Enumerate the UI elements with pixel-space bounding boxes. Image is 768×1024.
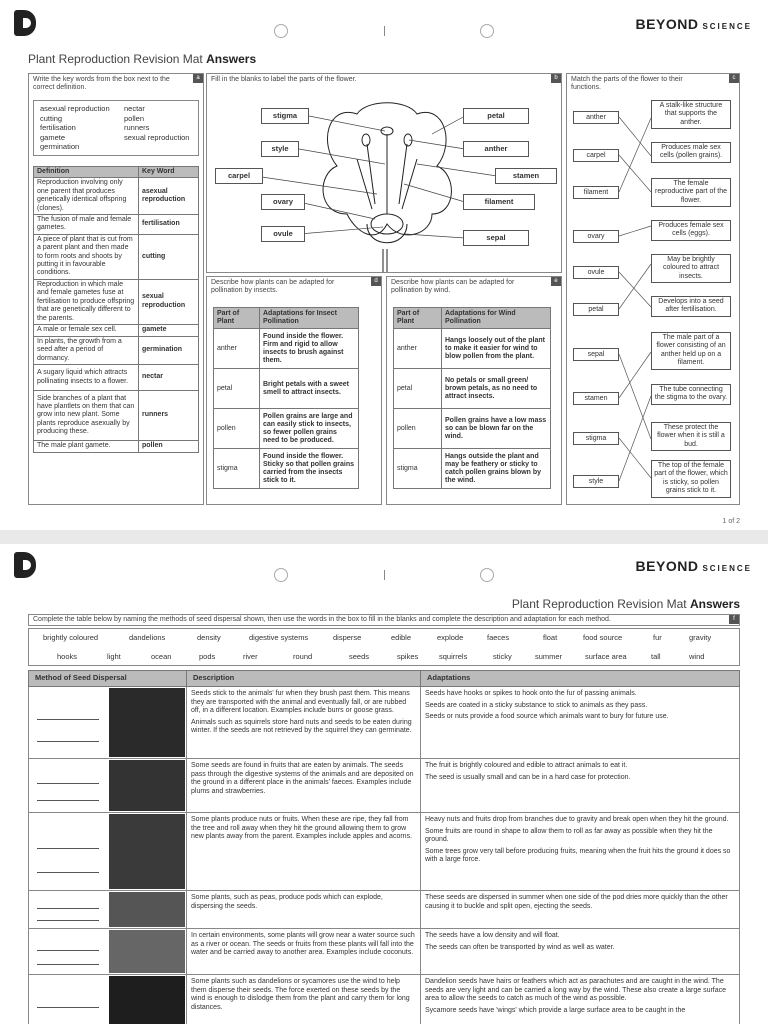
keyword: germination (40, 142, 80, 151)
table-header: Part of Plant (394, 308, 442, 329)
punch-hole-icon (480, 568, 494, 582)
method-cell (29, 975, 187, 1024)
word-box-item: light (107, 652, 121, 661)
definition-cell: Reproduction in which male and female gametes fuse at fertilisation to produce offspring that are genetically different to the parents. (34, 279, 139, 324)
table-row (29, 891, 740, 929)
table-header: Method of Seed Dispersal (29, 671, 187, 687)
section-letter: c (729, 74, 739, 83)
answer-line[interactable] (37, 950, 99, 951)
table-header: Key Word (139, 167, 199, 178)
match-part-stigma: stigma (573, 432, 619, 445)
plant-part-cell: stigma (214, 449, 260, 489)
word-box-item: edible (391, 633, 412, 642)
answer-line[interactable] (37, 1007, 99, 1008)
table-row (34, 336, 199, 364)
definition-cell: A piece of plant that is cut from a parent plant and then made to form roots and shoots by putting it in favourable conditions. (34, 234, 139, 279)
key-word-cell: sexual reproduction (139, 279, 199, 324)
match-function: Produces male sex cells (pollen grains). (651, 142, 731, 163)
adaptation-text: Some trees grow very tall before producing fruits, meaning when the fruit hits the ground it does so with a large force. (425, 847, 731, 864)
adaptation-text: The fruit is brightly coloured and edible to attract animals to eat it. (425, 762, 628, 769)
match-part-anther: anther (573, 111, 619, 124)
seed-photo (109, 814, 185, 889)
word-box (28, 628, 740, 666)
word-box-item: spikes (397, 652, 419, 661)
description-text: In certain environments, some plants will grow near a water source such as a river or ocean. The seeds or fruits from these plants will fall into the water and be carried away to another area. Examples include coconuts. (191, 932, 415, 957)
seed-photo (109, 930, 185, 973)
key-word-cell: germination (139, 336, 199, 364)
word-box-item: food source (583, 633, 623, 642)
seed-dispersal-table (28, 670, 740, 1024)
description-text: Some plants, such as peas, produce pods which can explode, dispersing the seeds. (191, 894, 383, 910)
adaptation-text: Seeds or nuts provide a food source which animals want to bury for future use. (425, 713, 669, 721)
description-text: Animals such as squirrels store hard nuts and seeds to be eaten during winter. If the seeds are not retrieved by the squirrel they can germinate. (191, 718, 412, 735)
brand-name: BEYOND SCIENCE (635, 558, 752, 574)
adaptation-cell: Found inside the flower. Firm and rigid to allow insects to brush against them. (260, 329, 359, 369)
answer-line[interactable] (37, 908, 99, 909)
key-word-cell: cutting (139, 234, 199, 279)
word-box-item: faeces (487, 633, 510, 642)
match-function: A stalk-like structure that supports the anther. (651, 100, 731, 129)
match-function: Produces female sex cells (eggs). (651, 220, 731, 241)
flower-label-carpel: carpel (215, 168, 263, 184)
keyword: cutting (40, 113, 63, 123)
answer-line[interactable] (37, 783, 99, 784)
word-box-item: summer (535, 652, 563, 661)
section-d (206, 276, 382, 505)
section-instruction: Describe how plants can be adapted for pollination by insects. (211, 279, 335, 294)
word-box-item: disperse (333, 633, 362, 642)
beyond-logo-icon (14, 10, 36, 36)
page-title: Plant Reproduction Revision Mat Answers (28, 52, 257, 66)
adaptation-cell: No petals or small green/ brown petals, as no need to attract insects. (442, 369, 551, 409)
word-box-item: hooks (57, 652, 78, 661)
page-two (0, 544, 768, 1024)
word-box-item: ocean (151, 652, 172, 661)
method-cell (29, 929, 187, 975)
table-row (34, 279, 199, 324)
table-row (29, 759, 740, 813)
match-function: May be brightly coloured to attract insects. (651, 254, 731, 283)
key-word-cell: gamete (139, 324, 199, 336)
adaptation-cell (421, 687, 740, 759)
description-cell (187, 891, 421, 929)
adaptation-cell (421, 975, 740, 1024)
section-letter: d (371, 277, 381, 286)
match-part-filament: filament (573, 186, 619, 199)
method-cell (29, 813, 187, 891)
adaptation-text: The seeds can often be transported by wind as well as water. (425, 943, 615, 951)
match-function: The male part of a flower consisting of an anther held up on a filament. (651, 332, 731, 370)
definition-cell: Reproduction involving only one parent that produces genetically identical offspring (clones). (34, 178, 139, 215)
table-row (29, 813, 740, 891)
match-part-ovule: ovule (573, 266, 619, 279)
description-cell (187, 759, 421, 813)
match-part-style: style (573, 475, 619, 488)
flower-label-stamen: stamen (495, 168, 557, 184)
table-header: Definition (34, 167, 139, 178)
table-row (394, 329, 551, 369)
adaptation-text: The seed is usually small and can be in a hard case for protection. (425, 773, 631, 781)
table-row (29, 975, 740, 1024)
key-word-cell: nectar (139, 365, 199, 391)
adaptation-text: The seeds have a low density and will float. (425, 932, 560, 939)
word-box-item: squirrels (439, 652, 468, 661)
table-header: Adaptations for Wind Pollination (442, 308, 551, 329)
section-c (566, 73, 740, 505)
table-row (29, 687, 740, 759)
adaptation-cell (421, 929, 740, 975)
keyword: pollen (124, 113, 145, 123)
answer-line[interactable] (37, 848, 99, 849)
section-instruction: Fill in the blanks to label the parts of the flower. (211, 76, 357, 83)
table-header: Adaptations for Insect Pollination (260, 308, 359, 329)
plant-part-cell: pollen (214, 409, 260, 449)
flower-label-ovule: ovule (261, 226, 305, 242)
center-mark (384, 26, 385, 36)
flower-label-stigma: stigma (261, 108, 309, 124)
section-letter: a (193, 74, 203, 83)
plant-part-cell: anther (214, 329, 260, 369)
word-box-item: explode (437, 633, 464, 642)
adaptation-text: Sycamore seeds have 'wings' which provide a large surface area to be caught in the (425, 1006, 686, 1014)
match-function: The tube connecting the stigma to the ovary. (651, 384, 731, 405)
adaptation-text: Some fruits are round in shape to allow them to roll as far away as possible when they hit the ground. (425, 827, 713, 844)
table-row (34, 365, 199, 391)
method-cell (29, 891, 187, 929)
word-box-item: brightly coloured (43, 633, 99, 642)
method-cell (29, 759, 187, 813)
keyword: fertilisation (40, 123, 76, 132)
adaptation-cell: Hangs outside the plant and may be feathery or sticky to catch pollen grains blown by the wind. (442, 449, 551, 489)
method-cell (29, 687, 187, 759)
table-row (214, 409, 359, 449)
definition-cell: The male plant gamete. (34, 441, 139, 453)
keyword: sexual reproduction (124, 132, 190, 142)
definition-cell: Side branches of a plant that have plantlets on them that can grow into new plant. Some plants reproduce asexually by producing these. (34, 391, 139, 441)
answer-line[interactable] (37, 800, 99, 801)
adaptation-cell: Hangs loosely out of the plant to make it easier for wind to blow pollen from the plant. (442, 329, 551, 369)
section-instruction: Describe how plants can be adapted for pollination by wind. (391, 279, 515, 294)
definition-table (33, 166, 199, 453)
section-b (206, 73, 562, 273)
section-letter: b (551, 74, 561, 83)
section-instruction: Complete the table below by naming the methods of seed dispersal shown, then use the words in the box to fill in the blanks and complete the description and adaptation for each method. (33, 616, 611, 623)
plant-part-cell: petal (394, 369, 442, 409)
flower-label-petal: petal (463, 108, 529, 124)
seed-photo (109, 688, 185, 757)
insect-pollination-table (213, 307, 359, 489)
section-instruction: Write the key words from the box next to the correct definition. (33, 76, 170, 91)
flower-label-style: style (261, 141, 299, 157)
keyword-box (33, 100, 199, 156)
description-cell (187, 975, 421, 1024)
answer-line[interactable] (37, 741, 99, 742)
word-box-item: density (197, 633, 221, 642)
table-row (34, 234, 199, 279)
word-box-item: river (243, 652, 258, 661)
center-mark (384, 570, 385, 580)
word-box-item: sticky (493, 652, 512, 661)
section-e (386, 276, 562, 505)
flower-label-ovary: ovary (261, 194, 305, 210)
table-row (214, 449, 359, 489)
plant-part-cell: anther (394, 329, 442, 369)
adaptation-text: Seeds have hooks or spikes to hook onto the fur of passing animals. (425, 690, 637, 697)
table-row (394, 449, 551, 489)
instruction-bar (28, 614, 740, 626)
description-cell (187, 687, 421, 759)
adaptation-cell: Found inside the flower. Sticky so that pollen grains carried from the insects stick to it. (260, 449, 359, 489)
word-box-item: round (293, 652, 313, 661)
seed-photo (109, 976, 185, 1024)
plant-part-cell: stigma (394, 449, 442, 489)
match-function: The top of the female part of the flower, which is sticky, so pollen grains stick to it. (651, 460, 731, 498)
description-text: Some seeds are found in fruits that are eaten by animals. The seeds pass through the digestive systems of the animals and are deposited on the ground in a different place in the animals' faeces. Examples include plums and strawberries. (191, 762, 414, 795)
adaptation-cell (421, 813, 740, 891)
word-box-item: float (543, 633, 558, 642)
table-row (214, 329, 359, 369)
match-function: The female reproductive part of the flower. (651, 178, 731, 207)
adaptation-cell: Bright petals with a sweet smell to attract insects. (260, 369, 359, 409)
page-number: 1 of 2 (722, 518, 740, 525)
adaptation-text: Dandelion seeds have hairs or feathers which act as parachutes and are caught in the wind. The seeds are very light and can be carried a long way by the wind. These also create a large surface area to allow the seeds to catch as much of the wind as possible. (425, 978, 727, 1003)
table-row (29, 929, 740, 975)
table-header: Part of Plant (214, 308, 260, 329)
word-box-item: pods (199, 652, 216, 661)
table-row (214, 369, 359, 409)
description-text: Seeds stick to the animals' fur when they brush past them. This means they are transported with the animal and eventually fall, or are rubbed off, in a different location. Examples include burrs or goose grass. (191, 690, 410, 715)
flower-label-filament: filament (463, 194, 535, 210)
section-a (28, 73, 204, 505)
brand-name: BEYOND SCIENCE (635, 16, 752, 32)
word-box-item: fur (653, 633, 662, 642)
key-word-cell: asexual reproduction (139, 178, 199, 215)
match-function: Develops into a seed after fertilisation. (651, 296, 731, 317)
wind-pollination-table (393, 307, 551, 489)
key-word-cell: runners (139, 391, 199, 441)
table-row (34, 215, 199, 235)
definition-cell: A male or female sex cell. (34, 324, 139, 336)
beyond-logo-icon (14, 552, 36, 578)
table-row (394, 369, 551, 409)
page-gap (0, 530, 768, 544)
seed-photo (109, 760, 185, 811)
word-box-item: surface area (585, 652, 627, 661)
flower-label-sepal: sepal (463, 230, 529, 246)
page-title: Plant Reproduction Revision Mat Answers (511, 597, 740, 611)
match-part-sepal: sepal (573, 348, 619, 361)
definition-cell: The fusion of male and female gametes. (34, 215, 139, 235)
match-part-ovary: ovary (573, 230, 619, 243)
adaptation-text: Seeds are coated in a sticky substance to stick to animals as they pass. (425, 701, 648, 709)
keyword: runners (124, 123, 150, 132)
word-box-item: dandelions (129, 633, 166, 642)
adaptation-text: These seeds are dispersed in summer when one side of the pod dries more quickly than the other causing it to buckle and split open, ejecting the seeds. (425, 894, 728, 910)
match-part-petal: petal (573, 303, 619, 316)
definition-cell: A sugary liquid which attracts pollinating insects to a flower. (34, 365, 139, 391)
answer-line[interactable] (37, 964, 99, 965)
description-text: Some plants such as dandelions or sycamores use the wind to help them disperse their seeds. The force exerted on these seeds by the wind is enough to dislodge them from the plant and carry them for long distances. (191, 978, 410, 1011)
word-box-item: digestive systems (249, 633, 309, 642)
description-cell (187, 813, 421, 891)
flower-label-anther: anther (463, 141, 529, 157)
section-letter: e (551, 277, 561, 286)
match-part-carpel: carpel (573, 149, 619, 162)
punch-hole-icon (480, 24, 494, 38)
definition-cell: In plants, the growth from a seed after a period of dormancy. (34, 336, 139, 364)
answer-line[interactable] (37, 872, 99, 873)
table-row (34, 324, 199, 336)
match-part-stamen: stamen (573, 392, 619, 405)
answer-line[interactable] (37, 920, 99, 921)
plant-part-cell: pollen (394, 409, 442, 449)
table-row (34, 441, 199, 453)
answer-line[interactable] (37, 719, 99, 720)
adaptation-cell (421, 759, 740, 813)
key-word-cell: fertilisation (139, 215, 199, 235)
plant-part-cell: petal (214, 369, 260, 409)
adaptation-cell (421, 891, 740, 929)
table-row (34, 178, 199, 215)
table-header: Adaptations (421, 671, 740, 687)
table-row (34, 391, 199, 441)
word-box-item: gravity (689, 633, 712, 642)
section-letter: f (729, 615, 739, 624)
match-function: These protect the flower when it is still a bud. (651, 422, 731, 451)
section-instruction: Match the parts of the flower to their functions. (571, 76, 683, 91)
keyword: nectar (124, 104, 145, 113)
adaptation-text: Heavy nuts and fruits drop from branches due to gravity and break open when they hit the ground. (425, 816, 729, 823)
description-cell (187, 929, 421, 975)
punch-hole-icon (274, 24, 288, 38)
adaptation-cell: Pollen grains are large and can easily stick to insects, so fewer pollen grains need to be produced. (260, 409, 359, 449)
adaptation-cell: Pollen grains have a low mass so can be blown far on the wind. (442, 409, 551, 449)
seed-photo (109, 892, 185, 927)
word-box-item: seeds (349, 652, 370, 661)
word-box-item: wind (689, 652, 705, 661)
word-box-item: tall (651, 652, 661, 661)
table-header: Description (187, 671, 421, 687)
keyword: asexual reproduction (40, 104, 110, 113)
table-row (394, 409, 551, 449)
description-text: Some plants produce nuts or fruits. When these are ripe, they fall from the tree and roll away when they hit the ground allowing them to grow new plants away from the parent. Examples include apples and acorns. (191, 816, 413, 841)
key-word-cell: pollen (139, 441, 199, 453)
punch-hole-icon (274, 568, 288, 582)
keyword: gamete (40, 132, 66, 142)
